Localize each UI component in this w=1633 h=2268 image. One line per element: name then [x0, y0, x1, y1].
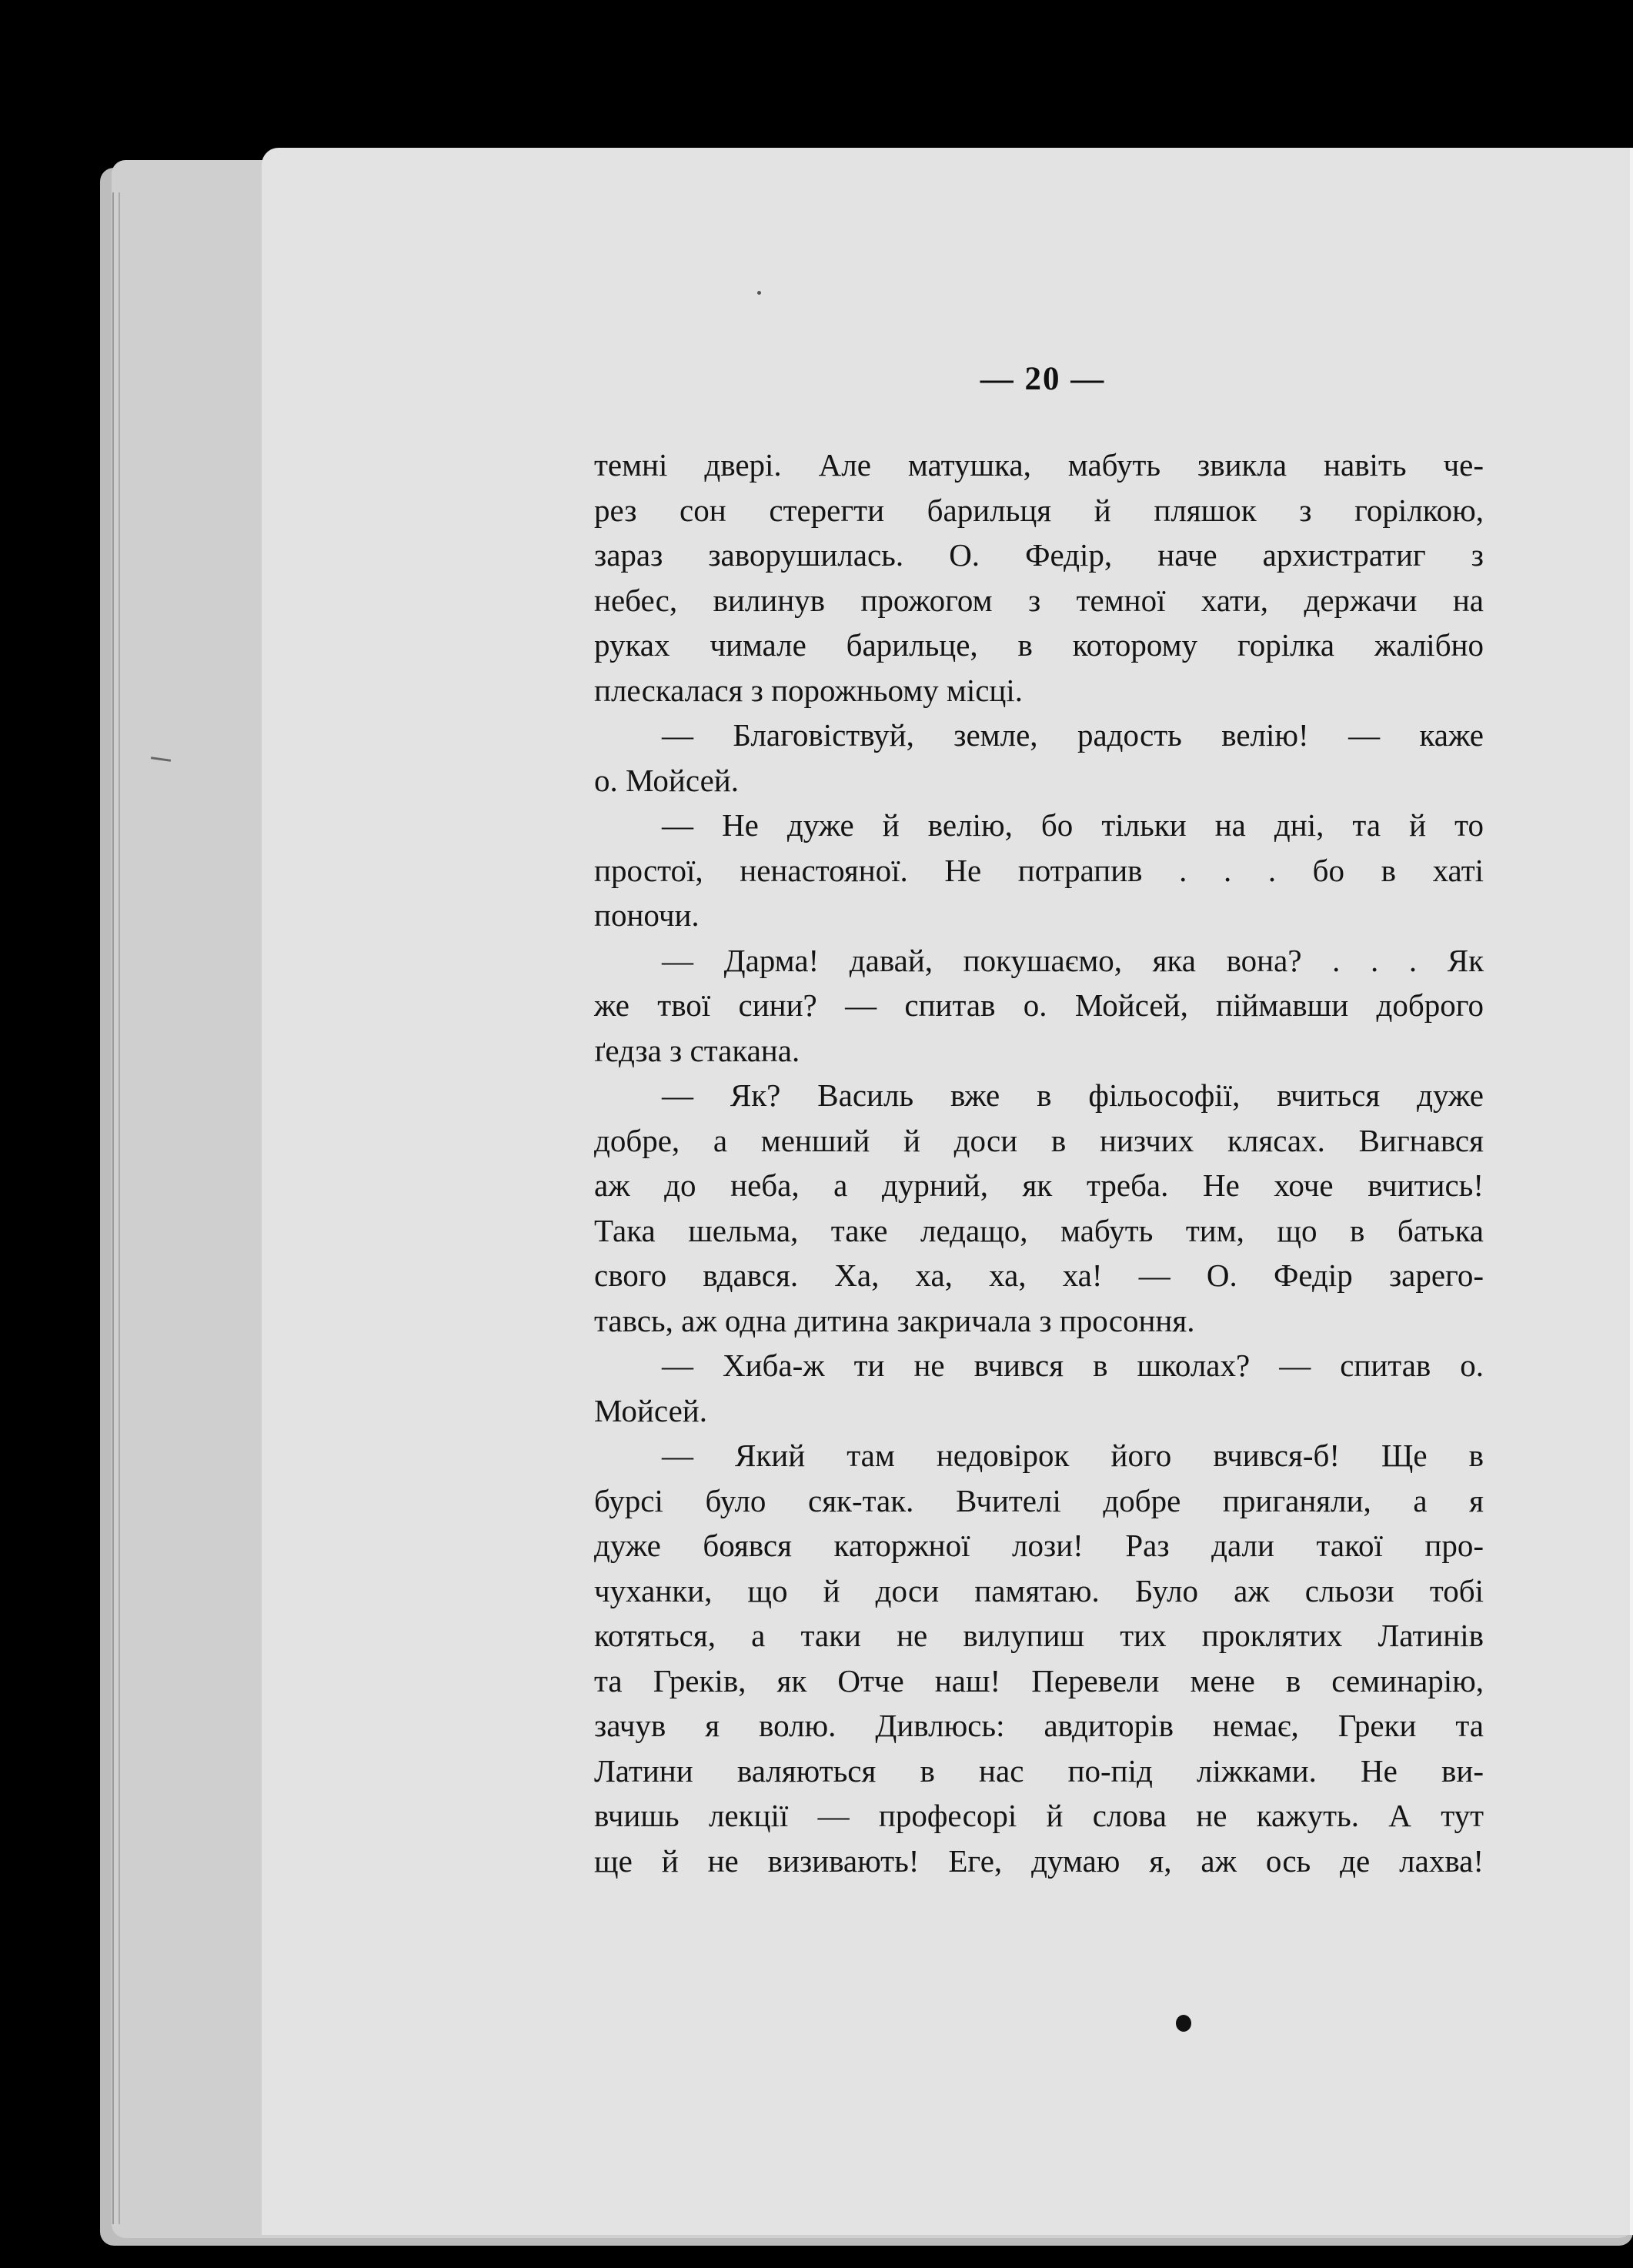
body-text [594, 443, 1484, 1883]
text-line: темні двері. Але матушка, мабуть звикла навіть че- [594, 447, 1484, 483]
text-line: — Благовіствуй, земле, радость велію! — каже [662, 717, 1484, 753]
text-line: вчишь лекції — професорі й слова не кажуть. А тут [594, 1798, 1484, 1833]
text-line: бурсі було сяк-так. Вчителі добре приганяли, а я [594, 1482, 1484, 1518]
text-line: Мойсей. [594, 1392, 707, 1428]
text-line: — Хиба-ж ти не вчився в школах? — спитав о. [662, 1348, 1484, 1383]
text-line: свого вдався. Ха, ха, ха, ха! — О. Федір зарего- [594, 1258, 1484, 1293]
text-line: тавсь, аж одна дитина закричала з просоння. [594, 1302, 1195, 1338]
text-line: — Не дуже й велію, бо тільки на дні, та й то [662, 807, 1484, 843]
page-number: — 20 — [980, 361, 1106, 397]
text-line: Така шельма, таке ледащо, мабуть тим, що в батька [594, 1212, 1484, 1248]
book-spine-edge [112, 192, 120, 2224]
text-line: небес, вилинув прожогом з темної хати, держачи на [594, 582, 1484, 618]
text-line: аж до неба, а дурний, як треба. Не хоче вчитись! [594, 1167, 1484, 1203]
text-line: Латини валяються в нас по-під ліжками. Не ви- [594, 1752, 1484, 1789]
text-line: ґедза з стакана. [594, 1032, 800, 1068]
text-line: же твої сини? — спитав о. Мойсей, піймавши доброго [594, 987, 1484, 1023]
text-line: та Греків, як Отче наш! Перевели мене в семинарію, [594, 1662, 1484, 1698]
text-line: о. Мойсей. [594, 762, 739, 798]
text-line: — Який там недовірок його вчився-б! Ще в [662, 1438, 1484, 1473]
text-line: поночи. [594, 897, 700, 933]
text-line: добре, а менший й доси в низчих клясах. Вигнався [594, 1122, 1484, 1158]
text-line: простої, ненастояної. Не потрапив . . . бо в хаті [594, 852, 1484, 888]
ink-blot [1176, 2015, 1191, 2032]
speck [757, 291, 761, 295]
text-line: рез сон стерегти барильця й пляшок з горілкою, [594, 492, 1484, 528]
text-line: котяться, а таки не вилупиш тих проклятих Латинів [594, 1618, 1484, 1653]
text-line: зараз заворушилась. О. Федір, наче архистратиг з [594, 537, 1484, 573]
text-line: зачув я волю. Дивлюсь: авдиторів немає, Греки та [594, 1708, 1484, 1743]
text-line: дуже боявся каторжної лози! Раз дали такої про- [594, 1528, 1484, 1563]
text-line: — Дарма! давай, покушаємо, яка вона? . . . Як [662, 942, 1484, 978]
text-line: чуханки, що й доси памятаю. Було аж сльози тобі [594, 1572, 1484, 1608]
text-line: ще й не визивають! Еге, думаю я, аж ось де лахва! [594, 1842, 1484, 1879]
text-line: плескалася з порожньому місці. [594, 672, 1024, 708]
text-line: — Як? Василь вже в фільософії, вчиться дуже [662, 1077, 1484, 1113]
text-line: руках чимале барильце, в которому горілка жалібно [594, 627, 1484, 663]
